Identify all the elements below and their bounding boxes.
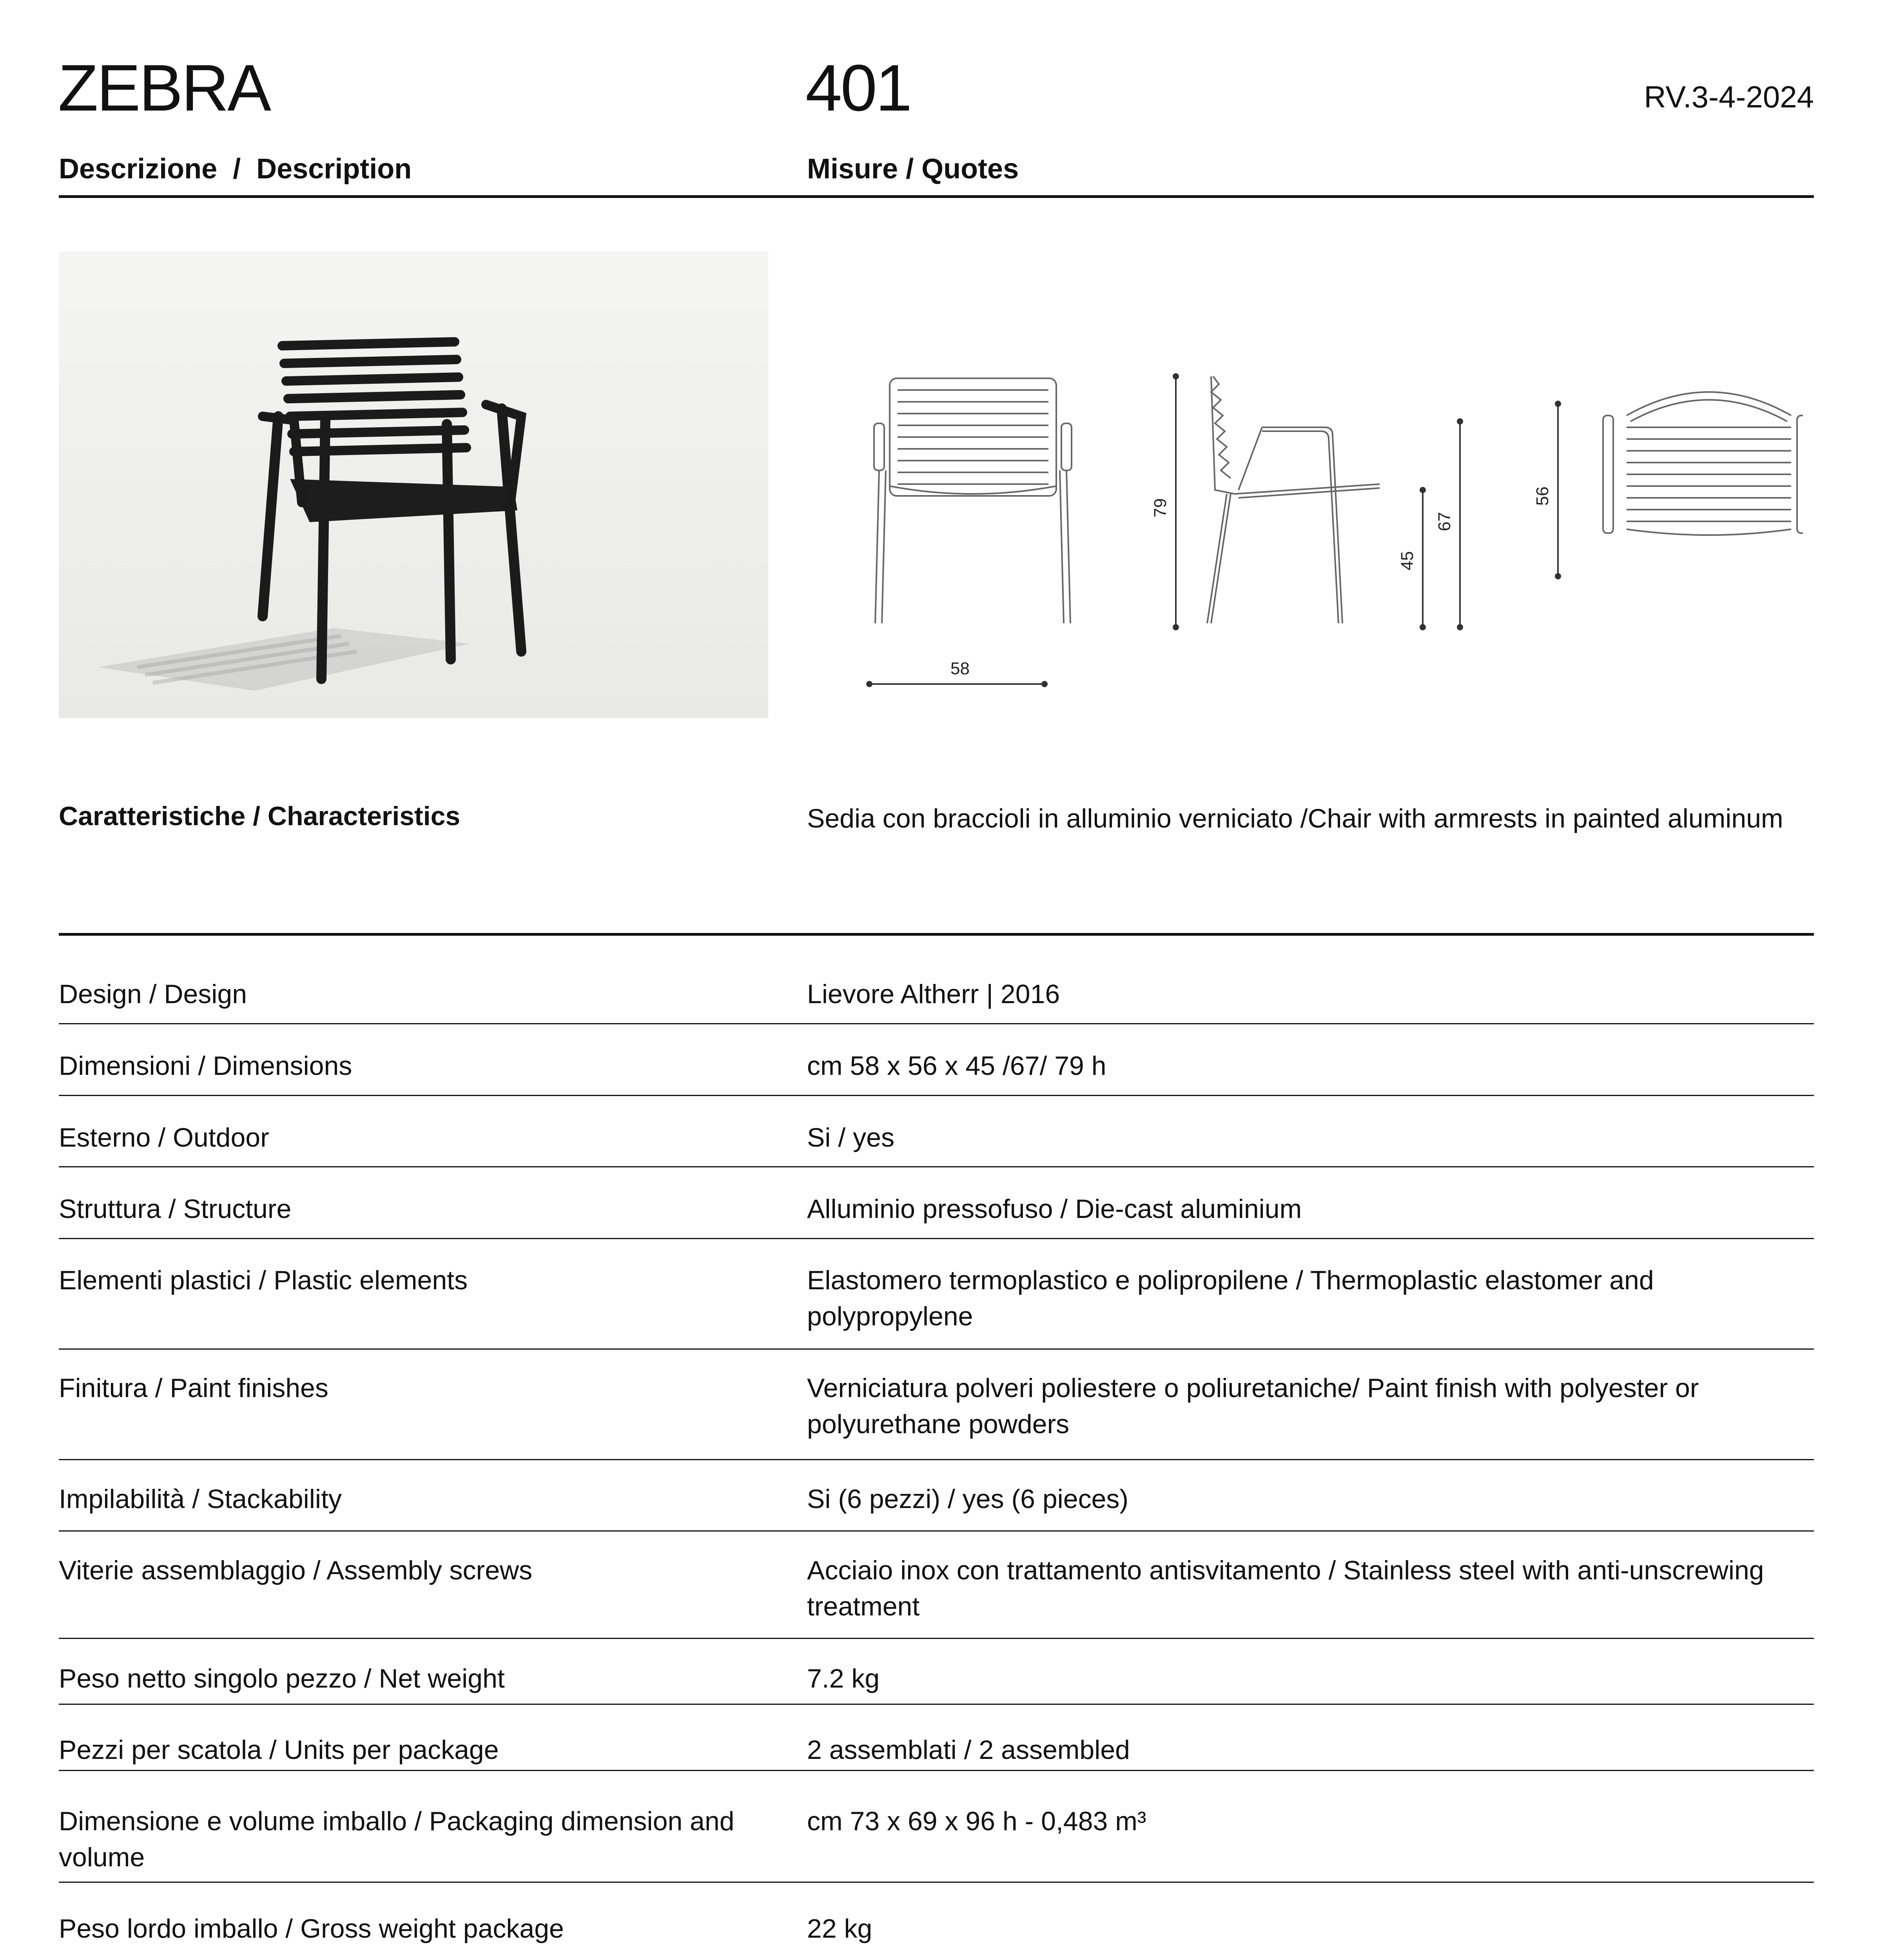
height-dimension-label: 79 (1151, 498, 1170, 517)
width-dimension-label: 58 (950, 659, 970, 678)
spec-label: Design / Design (59, 979, 247, 1009)
row-divider (59, 1095, 1814, 1096)
depth-dimension-label: 56 (1533, 486, 1552, 506)
spec-value: cm 73 x 69 x 96 h - 0,483 m³ (807, 1806, 1146, 1836)
spec-value: Si (6 pezzi) / yes (6 pieces) (807, 1484, 1129, 1514)
row-divider (59, 1704, 1814, 1705)
arm-height-dimension-label: 67 (1435, 512, 1454, 531)
characteristics-heading: Caratteristiche / Characteristics (59, 801, 461, 831)
characteristics-rule (59, 933, 1814, 936)
chair-photo-illustration (59, 252, 768, 718)
spec-label: Peso lordo imballo / Gross weight package (59, 1914, 564, 1944)
spec-value: Lievore Altherr | 2016 (807, 979, 1060, 1009)
spec-value: Si / yes (807, 1123, 894, 1152)
spec-label: Esterno / Outdoor (59, 1123, 269, 1152)
product-name: ZEBRA (58, 51, 270, 125)
spec-label: Viterie assemblaggio / Assembly screws (59, 1555, 533, 1585)
spec-value: Elastomero termoplastico e polipropilene / Thermoplastic elastomer and polypropylene (807, 1265, 1654, 1331)
spec-label: Finitura / Paint finishes (59, 1373, 328, 1403)
chair-technical-drawings (823, 353, 1803, 698)
spec-label: Impilabilità / Stackability (59, 1484, 342, 1514)
row-divider (59, 1166, 1814, 1167)
row-divider (59, 1770, 1814, 1771)
spec-value: 22 kg (807, 1914, 872, 1944)
spec-value: Alluminio pressofuso / Die-cast aluminium (807, 1194, 1302, 1224)
spec-value: 2 assemblati / 2 assembled (807, 1735, 1130, 1765)
spec-label: Peso netto singolo pezzo / Net weight (59, 1664, 505, 1693)
row-divider (59, 1238, 1814, 1239)
row-divider (59, 1459, 1814, 1460)
spec-label: Pezzi per scatola / Units per package (59, 1735, 499, 1765)
seat-height-dimension-label: 45 (1398, 551, 1417, 570)
row-divider (59, 1348, 1814, 1350)
section-quotes-heading: Misure / Quotes (807, 153, 1019, 185)
spec-value: cm 58 x 56 x 45 /67/ 79 h (807, 1051, 1106, 1081)
spec-label: Dimensione e volume imballo / Packaging dimension and volume (59, 1806, 734, 1872)
header-rule (59, 195, 1814, 198)
spec-label: Struttura / Structure (59, 1194, 292, 1224)
product-photo (59, 252, 768, 718)
revision-label: RV.3-4-2024 (1644, 80, 1814, 114)
spec-label: Elementi plastici / Plastic elements (59, 1265, 468, 1295)
row-divider (59, 1530, 1814, 1532)
row-divider (59, 1023, 1814, 1024)
product-code: 401 (805, 51, 911, 125)
row-divider (59, 1882, 1814, 1883)
spec-label: Dimensioni / Dimensions (59, 1051, 352, 1081)
characteristics-value: Sedia con braccioli in alluminio verniciato /Chair with armrests in painted aluminum (807, 804, 1783, 833)
spec-value: 7.2 kg (807, 1664, 880, 1693)
dimension-drawings (823, 353, 1803, 698)
section-description-heading: Descrizione / Description (59, 153, 412, 185)
row-divider (59, 1638, 1814, 1639)
spec-value: Verniciatura polveri poliestere o poliuretaniche/ Paint finish with polyester or polyurethane powders (807, 1373, 1699, 1439)
spec-value: Acciaio inox con trattamento antisvitamento / Stainless steel with anti-unscrewing treatment (807, 1555, 1764, 1621)
